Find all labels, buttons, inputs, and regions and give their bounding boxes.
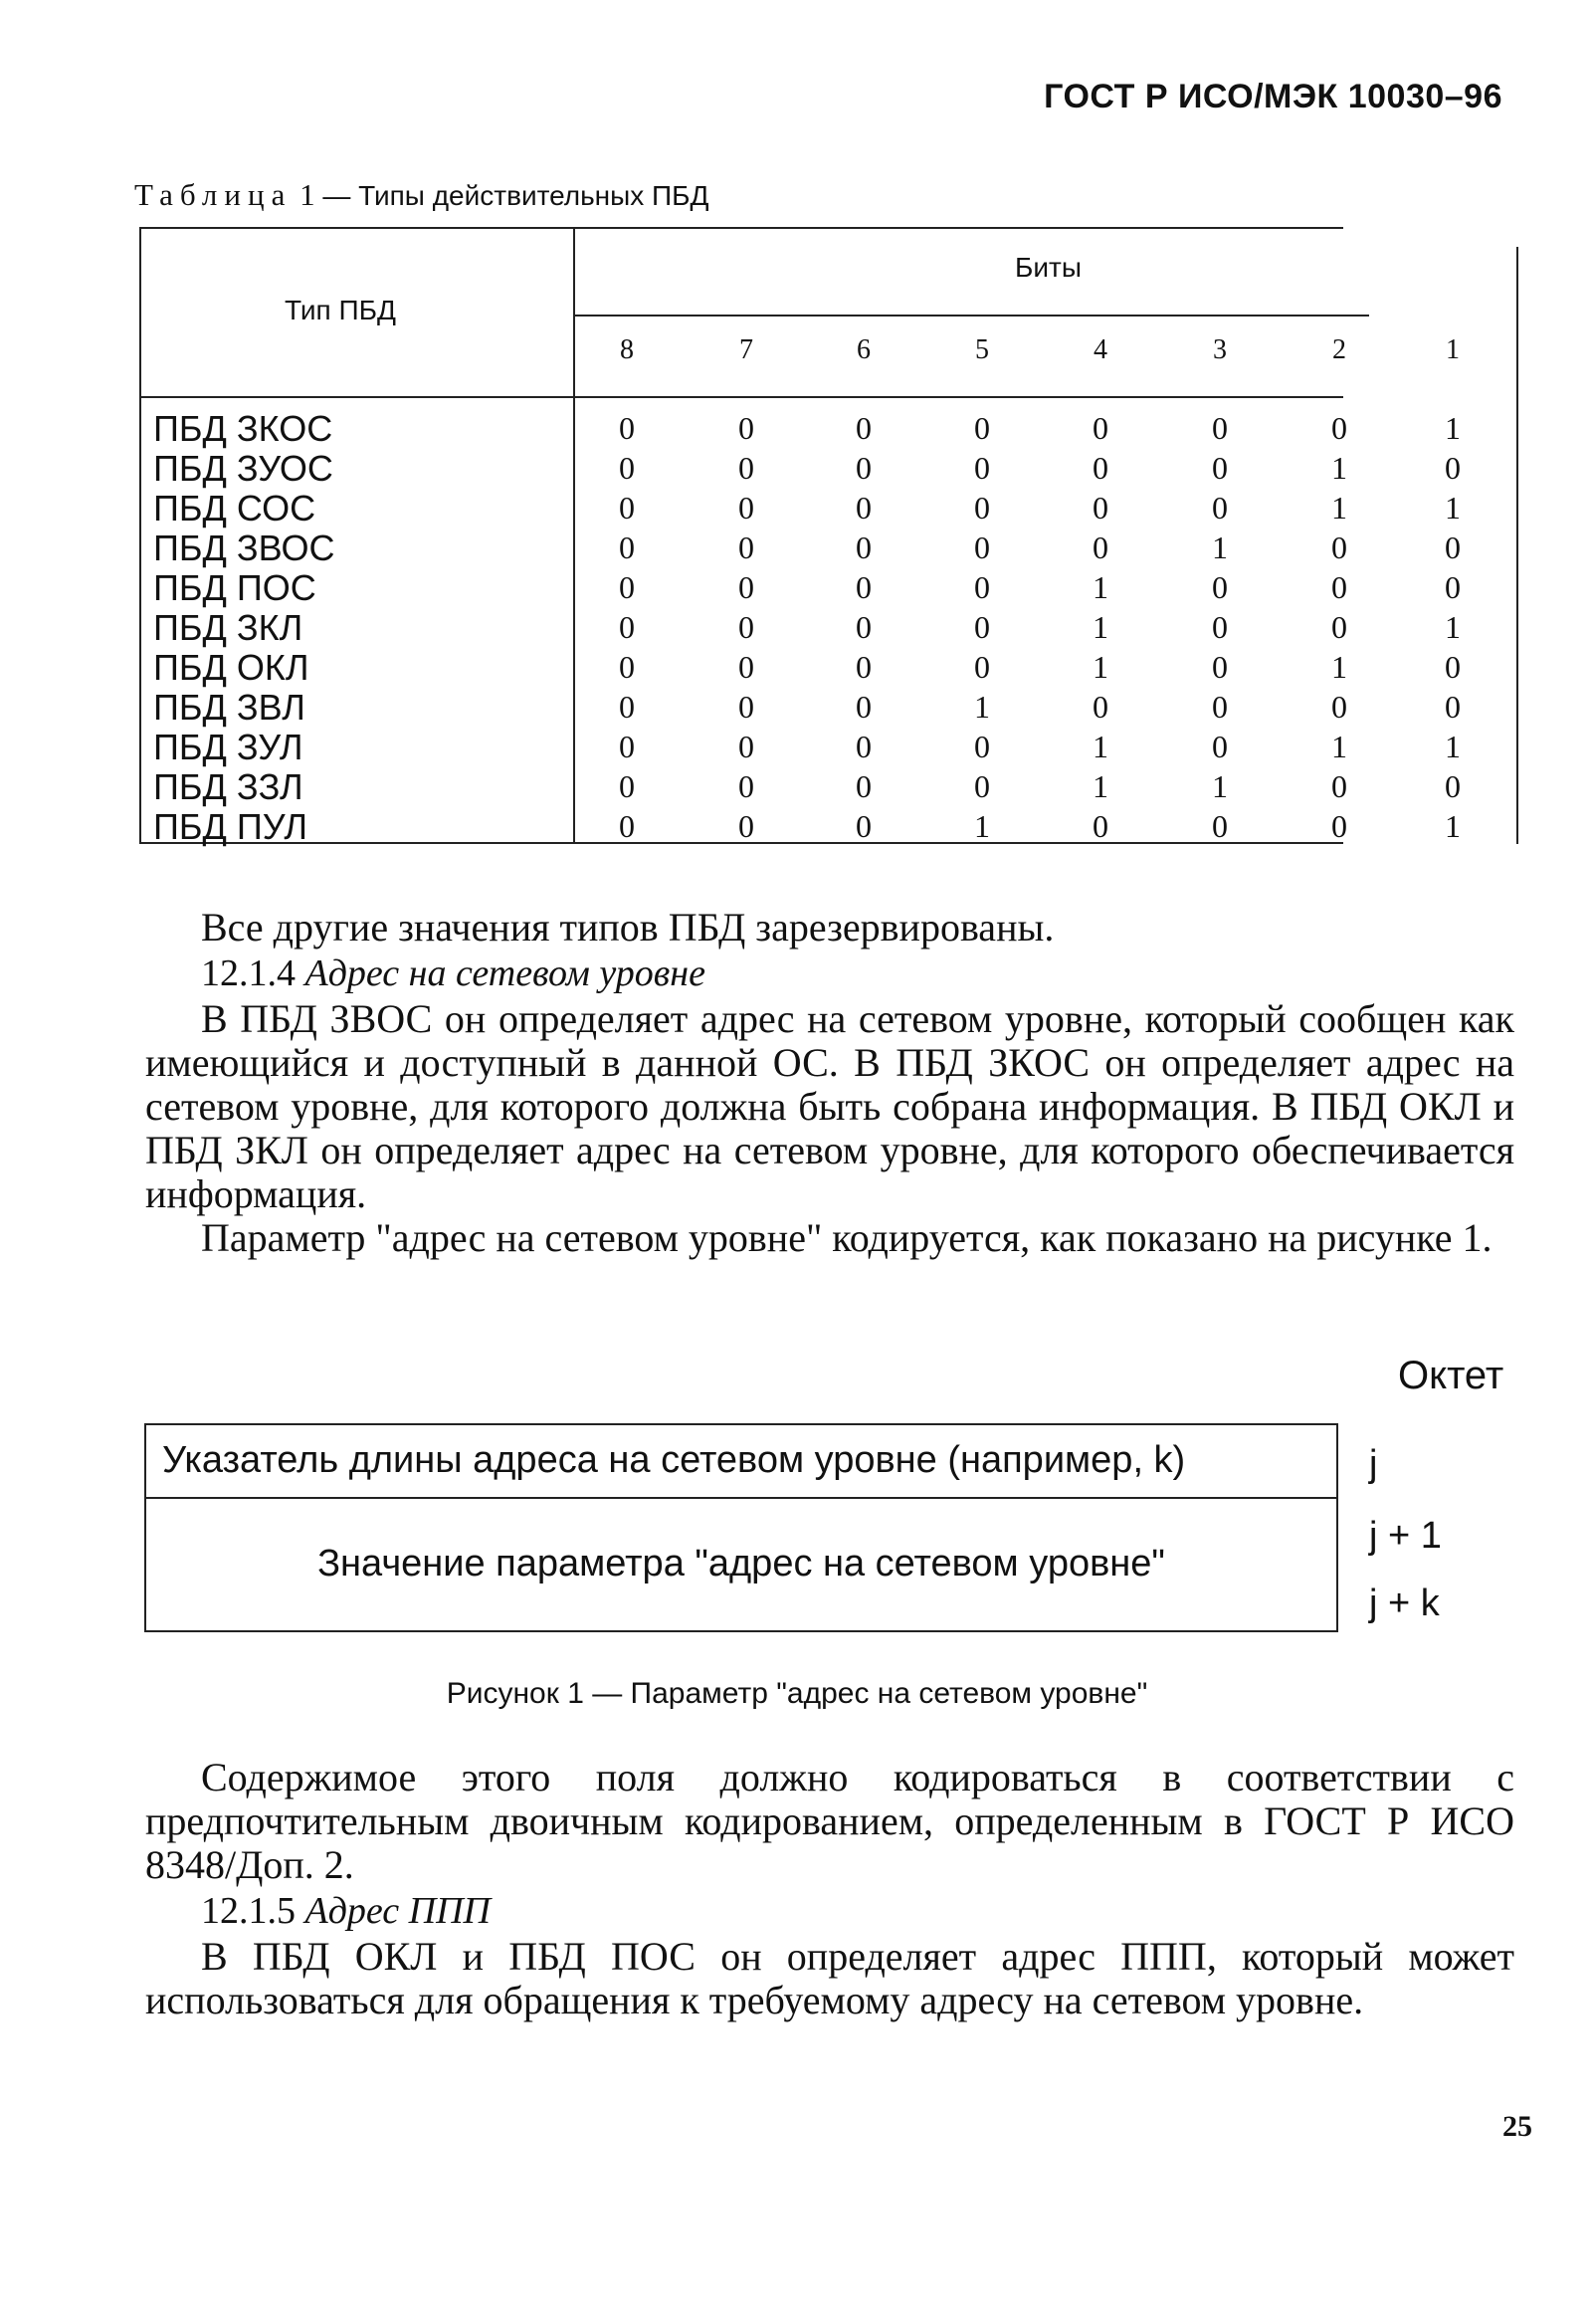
pdu-type-name: ПБД ЗВЛ: [153, 687, 305, 728]
bit-cell: 0: [856, 768, 872, 804]
bit-cell: 0: [856, 529, 872, 565]
bit-cell: 0: [974, 450, 990, 486]
bit-cell: 0: [619, 729, 635, 764]
table-caption-title: — Типы действительных ПБД: [322, 180, 709, 211]
bit-cell: 0: [1093, 450, 1108, 486]
bit-cell: 0: [738, 729, 754, 764]
bit-cell: 0: [738, 808, 754, 844]
bit-cell: 0: [974, 768, 990, 804]
section-12-1-4-paragraph-2: Параметр "адрес на сетевом уровне" кодируется, как показано на рисунке 1.: [201, 1215, 1493, 1260]
bit-cell: 0: [1445, 689, 1461, 725]
document-header: ГОСТ Р ИСО/МЭК 10030–96: [1044, 78, 1502, 115]
bit-cell: 0: [738, 609, 754, 645]
bit-cell: 0: [738, 649, 754, 685]
table-left-border: [139, 227, 141, 844]
table-top-border: [139, 227, 1343, 229]
bits-header: Биты: [1015, 252, 1082, 283]
bit-cell: 0: [1445, 649, 1461, 685]
table-header-bottom-border: [139, 396, 1343, 398]
reserved-paragraph: Все другие значения типов ПБД зарезервированы.: [201, 905, 1055, 950]
pdu-type-name: ПБД ЗУОС: [153, 448, 333, 489]
section-title: Адрес на сетевом уровне: [304, 952, 705, 994]
bit-cell: 0: [619, 569, 635, 605]
bit-cell: 0: [1445, 569, 1461, 605]
bit-cell: 0: [619, 609, 635, 645]
bit-cell: 0: [856, 689, 872, 725]
bit-cell: 0: [738, 529, 754, 565]
bit-cell: 1: [1331, 649, 1347, 685]
bit-number-5: 5: [975, 334, 989, 365]
bit-cell: 0: [1212, 569, 1228, 605]
bit-cell: 0: [1445, 529, 1461, 565]
bit-cell: 0: [619, 490, 635, 526]
octet-j: j: [1369, 1443, 1378, 1485]
bit-cell: 0: [856, 569, 872, 605]
bit-cell: 0: [1093, 410, 1108, 446]
bit-cell: 1: [1331, 490, 1347, 526]
bit-cell: 0: [619, 689, 635, 725]
address-value-field: Значение параметра "адрес на сетевом уровне": [317, 1543, 1165, 1585]
pdu-type-name: ПБД ПОС: [153, 567, 316, 608]
bit-cell: 0: [974, 410, 990, 446]
section-12-1-5-heading: [201, 1889, 491, 1933]
bit-cell: 0: [1331, 569, 1347, 605]
bit-cell: 1: [1445, 490, 1461, 526]
octet-j-plus-1: j + 1: [1369, 1515, 1442, 1557]
bit-cell: 1: [1093, 729, 1108, 764]
octet-label: Октет: [1398, 1354, 1504, 1397]
bit-cell: 0: [1331, 808, 1347, 844]
bit-cell: 1: [974, 808, 990, 844]
bit-cell: 0: [738, 490, 754, 526]
section-12-1-5-paragraph: В ПБД ОКЛ и ПБД ПОС он определяет адрес ППП, который может использоваться для обращения к требуемому адресу на сетевом уровне.: [145, 1934, 1514, 2022]
bit-cell: 0: [1331, 529, 1347, 565]
bit-number-4: 4: [1094, 334, 1107, 365]
bit-cell: 0: [738, 689, 754, 725]
bit-cell: 0: [619, 450, 635, 486]
col-type-header: Тип ПБД: [285, 295, 396, 325]
bit-cell: 0: [856, 729, 872, 764]
bit-cell: 0: [738, 569, 754, 605]
bit-cell: 0: [1212, 490, 1228, 526]
pdu-types-table: [139, 227, 1512, 847]
table-caption-prefix: Таблица: [134, 177, 293, 212]
pdu-type-name: ПБД ЗКОС: [153, 408, 333, 449]
bit-cell: 0: [738, 768, 754, 804]
bit-cell: 0: [856, 808, 872, 844]
pdu-type-name: ПБД ЗКЛ: [153, 607, 303, 648]
bit-cell: 0: [1093, 808, 1108, 844]
bit-cell: 0: [856, 410, 872, 446]
bit-cell: 0: [974, 729, 990, 764]
bit-cell: 1: [1331, 450, 1347, 486]
bit-number-8: 8: [620, 334, 634, 365]
pdu-type-name: ПБД ОКЛ: [153, 647, 309, 688]
bit-cell: 0: [1331, 689, 1347, 725]
bit-cell: 0: [1093, 529, 1108, 565]
bit-cell: 0: [1331, 410, 1347, 446]
bit-cell: 0: [738, 410, 754, 446]
bit-cell: 1: [974, 689, 990, 725]
pdu-type-name: ПБД СОС: [153, 488, 316, 528]
bit-cell: 0: [1093, 689, 1108, 725]
section-12-1-4-paragraph-1: В ПБД ЗВОС он определяет адрес на сетевом уровне, который сообщен как имеющийся и доступный в данной ОС. В ПБД ЗКОС он определяет адрес на сетевом уровне, для которого должна быть собрана информация. В ПБД ОКЛ и ПБД ЗКЛ он определяет адрес на сетевом уровне, для которого обеспечивается информация.: [145, 996, 1514, 1216]
bit-cell: 0: [974, 609, 990, 645]
bit-cell: 0: [1445, 768, 1461, 804]
table-column-divider: [573, 227, 575, 844]
bit-cell: 1: [1445, 808, 1461, 844]
section-number: 12.1.5: [201, 1890, 296, 1932]
octet-j-plus-k: j + k: [1369, 1583, 1440, 1624]
bit-cell: 0: [1212, 729, 1228, 764]
bit-cell: 0: [1212, 410, 1228, 446]
pdu-type-name: ПБД ПУЛ: [153, 806, 308, 847]
pdu-type-name: ПБД ЗУЛ: [153, 727, 303, 767]
bit-cell: 1: [1093, 569, 1108, 605]
bit-cell: 0: [856, 649, 872, 685]
bit-cell: 0: [1445, 450, 1461, 486]
bit-number-7: 7: [739, 334, 753, 365]
bits-header-divider: [573, 315, 1369, 317]
bit-cell: 0: [619, 649, 635, 685]
page-number: 25: [1502, 2110, 1532, 2143]
bit-cell: 0: [619, 808, 635, 844]
figure-caption: Рисунок 1 — Параметр "адрес на сетевом уровне": [446, 1677, 1148, 1710]
bit-cell: 1: [1445, 609, 1461, 645]
bit-cell: 0: [974, 649, 990, 685]
after-figure-paragraph: Содержимое этого поля должно кодироваться в соответствии с предпочтительным двоичным кодированием, определенным в ГОСТ Р ИСО 8348/Доп. 2.: [145, 1755, 1514, 1887]
bit-cell: 1: [1445, 729, 1461, 764]
bit-cell: 0: [1093, 490, 1108, 526]
bit-cell: 0: [1212, 649, 1228, 685]
section-12-1-4-heading: [201, 951, 705, 995]
bit-cell: 0: [974, 529, 990, 565]
bit-number-1: 1: [1446, 334, 1460, 365]
bit-cell: 0: [619, 529, 635, 565]
bit-cell: 1: [1093, 649, 1108, 685]
section-title: Адрес ППП: [304, 1890, 491, 1932]
bit-cell: 0: [856, 450, 872, 486]
bit-cell: 1: [1212, 529, 1228, 565]
bit-number-2: 2: [1332, 334, 1346, 365]
bit-cell: 1: [1093, 768, 1108, 804]
bit-number-3: 3: [1213, 334, 1227, 365]
length-indicator-field: Указатель длины адреса на сетевом уровне (например, k): [162, 1439, 1186, 1481]
bit-cell: 0: [856, 609, 872, 645]
bit-cell: 0: [1331, 768, 1347, 804]
bit-cell: 1: [1331, 729, 1347, 764]
bit-cell: 0: [1331, 609, 1347, 645]
bit-cell: 0: [856, 490, 872, 526]
bit-cell: 0: [1212, 808, 1228, 844]
bit-cell: 0: [1212, 450, 1228, 486]
figure-1-box: [144, 1423, 1338, 1632]
bit-cell: 1: [1093, 609, 1108, 645]
table-caption: [134, 177, 709, 213]
bit-cell: 0: [1212, 609, 1228, 645]
table-caption-number: 1: [299, 177, 315, 212]
bit-number-6: 6: [857, 334, 871, 365]
bit-cell: 1: [1212, 768, 1228, 804]
figure-row-divider: [146, 1497, 1336, 1499]
bit-cell: 0: [1212, 689, 1228, 725]
pdu-type-name: ПБД ЗЗЛ: [153, 766, 303, 807]
bit-cell: 0: [619, 410, 635, 446]
section-number: 12.1.4: [201, 952, 296, 994]
table-right-border: [1516, 247, 1518, 844]
bit-cell: 0: [619, 768, 635, 804]
bit-cell: 1: [1445, 410, 1461, 446]
bit-cell: 0: [974, 490, 990, 526]
bit-cell: 0: [974, 569, 990, 605]
pdu-type-name: ПБД ЗВОС: [153, 528, 335, 568]
bit-cell: 0: [738, 450, 754, 486]
